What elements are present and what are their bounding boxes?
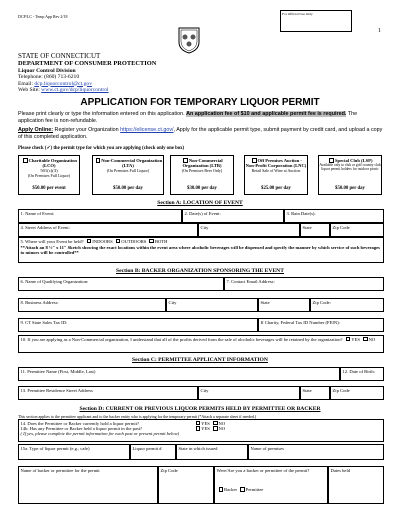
permit-lsp-checkbox[interactable] [329, 158, 334, 163]
permit-type-lnc[interactable] [244, 155, 308, 195]
dates-held-field[interactable]: Dates held [328, 466, 384, 504]
check-instruction: Please check (✓) the permit type for which you are applying (check only one box) [18, 146, 185, 151]
indoors-checkbox[interactable] [87, 239, 92, 244]
permit-type-lco[interactable] [18, 155, 80, 195]
agency-department: DEPARTMENT OF CONSUMER PROTECTION [18, 60, 157, 67]
both-checkbox[interactable] [149, 239, 154, 244]
business-zip-field[interactable]: Zip Code: [310, 298, 384, 312]
premises-zip-field[interactable]: Zip Code [158, 466, 214, 504]
business-state-field[interactable]: State [258, 298, 310, 312]
business-address-field[interactable]: 8. Business Address: [18, 298, 166, 312]
sketch-instruction: **Attach an 8 ½" x 11" Sketch showing the exact locations within the event area where alcoholic beverages will be dispensed and specify the manner by which service of such beverages to minors will be controlled** [20, 245, 380, 256]
apply-online-label: Apply Online: [18, 127, 54, 133]
agency-state: STATE OF CONNECTICUT [18, 52, 101, 60]
residence-state-field[interactable]: State [300, 386, 330, 400]
org-name-field[interactable]: 6. Name of Qualifying Organization: [18, 277, 224, 291]
permit-note: (On Premises Full Liquor) [106, 168, 150, 173]
q14b-yes-label: YES [201, 426, 210, 431]
apply-online-text: Register your Organization [54, 127, 119, 133]
intro-text [18, 111, 384, 124]
profits-yes-label: YES [351, 336, 360, 342]
official-use-box [280, 10, 352, 32]
agency-web-row [18, 87, 109, 93]
permit-price: $50.00 per event [32, 186, 66, 191]
backer-checkbox[interactable] [219, 487, 224, 492]
agency-division: Liquor Control Division [18, 67, 76, 74]
permit-note: Available only to club or golf country club liquor permit holders for outdoor picnic [319, 163, 381, 172]
event-street-field[interactable]: 4. Street Address of Event: [18, 223, 198, 237]
role-question: Were/Are you a backer or permittee of the permit? [216, 467, 310, 473]
q14-yes-label: YES [201, 420, 210, 426]
section-d-note: This section applies to the permittee applicant and to the backer entity who is applying for the temporary permit (*Attach a separate sheet if needed.) [18, 414, 257, 419]
fein-field[interactable]: If Charity, Federal Tax ID Number (FEIN): [258, 318, 384, 332]
permit-note: (On Premises Full Liquor) [27, 173, 71, 178]
premises-name-field[interactable]: Name of premises [248, 444, 384, 460]
permit-name: Special Club (LSP) [334, 158, 373, 163]
event-location-row [18, 237, 384, 263]
permit-price: $30.00 per day [187, 186, 217, 191]
date-of-birth-field[interactable]: 12. Date of Birth: [340, 367, 384, 381]
issued-state-field[interactable]: State in which issued [176, 444, 248, 460]
backer-label: Backer [224, 487, 238, 492]
sales-tax-id-field[interactable]: 9. CT State Sales Tax ID: [18, 318, 258, 332]
backer-name-field[interactable]: Name of backer or permittee for the permit [18, 466, 158, 504]
outdoors-label: OUTDOORS [121, 238, 147, 244]
apply-online-text-2: , Apply for the applicable permit type, submit payment by credit card, and upload a copy of this completed application. [18, 127, 383, 140]
fee-notice: An application fee of $10 and applicable permit fee is required. [186, 111, 347, 117]
event-state-field[interactable]: State [300, 223, 330, 237]
page-number: 1 [378, 28, 381, 34]
profits-yes-checkbox[interactable] [346, 337, 351, 342]
permit-lnc-checkbox[interactable] [252, 158, 257, 163]
official-use-label: For Official Use Only [282, 12, 313, 16]
q14-yes-checkbox[interactable] [196, 421, 201, 426]
agency-email-row [18, 81, 92, 87]
permit-ltb-checkbox[interactable] [183, 158, 188, 163]
permit-sub: 501(c)(3) [40, 168, 58, 173]
permit-name: Non-Commercial Organization (LTB) [182, 158, 223, 168]
permit-name: Charitable Organization (LCO) [28, 158, 77, 168]
residence-street-field[interactable]: 13. Permittee Residence Street Address [18, 386, 198, 400]
event-location-question [21, 239, 382, 244]
residence-zip-field[interactable]: Zip Code [330, 386, 384, 400]
permit-number-field[interactable]: Liquor permit # [130, 444, 176, 460]
permittee-label: Permittee [245, 487, 264, 492]
residence-city-field[interactable]: City [198, 386, 300, 400]
web-link[interactable]: www.ct.gov/dcp/liquorcontrol [41, 87, 109, 93]
q14b-label: 14b. Has any Permittee or Backer held a liquor permit in the past? [20, 426, 143, 431]
email-label: Email: [18, 80, 33, 87]
permit-lco-checkbox[interactable] [23, 158, 28, 163]
event-zip-field[interactable]: Zip Code [330, 223, 384, 237]
business-city-field[interactable]: City [166, 298, 258, 312]
q14b-no-label: NO [218, 426, 226, 431]
permit-type-field[interactable]: 15a. Type of liquor permit (e.g., cafe) [18, 444, 130, 460]
section-b-title: Section B: BACKER ORGANIZATION SPONSORING THE EVENT [116, 268, 284, 274]
profits-question: 10. If you are applying as a Non-Commercial organization, I understand that all of the profits derived from the sale of alcoholic beverages will be retained by the organization? [20, 336, 343, 342]
intro-line: Please print clearly or type the information entered on this application. [18, 111, 185, 117]
permit-price: $50.00 per day [335, 186, 365, 191]
permit-type-lta[interactable] [92, 155, 164, 195]
permit-type-lsp[interactable] [318, 155, 382, 195]
section-d-title: Section D: CURRENT OR PREVIOUS LIQUOR PERMITS HELD BY PERMITTEE OR BACKER [79, 406, 321, 412]
permit-type-ltb[interactable] [170, 155, 234, 195]
contact-email-field[interactable]: 7. Contact Email Address: [224, 277, 384, 291]
section-c-title: Section C: PERMITTEE APPLICANT INFORMATION [132, 357, 268, 363]
permit-lta-checkbox[interactable] [96, 158, 101, 163]
form-code: DCP/LC - Temp App Rev 2/18 [18, 14, 68, 19]
permittee-name-field[interactable]: 11. Permittee Name (First, Middle, Last) [18, 367, 340, 381]
state-seal-icon [176, 26, 202, 59]
event-name-field[interactable]: 1. Name of Event: [18, 209, 182, 223]
permittee-checkbox[interactable] [240, 487, 245, 492]
backer-or-permittee-field [214, 466, 328, 504]
profits-no-checkbox[interactable] [363, 337, 368, 342]
noncommercial-profits-row [18, 335, 384, 353]
permit-name: Non-Commercial Organization (LTA) [101, 158, 163, 168]
nonrefund-notice: The application fee is non-refundable. [18, 111, 358, 124]
page-title: APPLICATION FOR TEMPORARY LIQUOR PERMIT [80, 97, 320, 108]
apply-online [18, 127, 384, 140]
q14b-yes-checkbox[interactable] [196, 426, 201, 431]
profits-no-label: NO [368, 336, 376, 342]
permit-price: $25.00 per day [261, 186, 291, 191]
agency-telephone: Telephone: (860) 713-6210 [18, 74, 80, 80]
q14-no-checkbox[interactable] [213, 421, 218, 426]
permit-note: (On Premises Beer Only) [181, 168, 223, 173]
event-city-field[interactable]: City [198, 223, 300, 237]
permit-note: Retail Sale of Wine at Auction [251, 168, 301, 173]
event-dates-field[interactable]: 2. Date(s) of Event: [182, 209, 284, 223]
q14b-no-checkbox[interactable] [213, 426, 218, 431]
permit-price: $50.00 per day [113, 186, 143, 191]
indoors-label: INDOORS [92, 238, 113, 244]
q14-no-label: NO [218, 420, 226, 426]
q14c-instruction: ( If yes, please complete the permit information for each past or present permit below) [20, 431, 180, 437]
elicense-link[interactable]: https://elicense.ct.gov/ [120, 127, 174, 133]
permit-name: Off Premises Auction - Non-Profit Corporation (LNC) [245, 158, 307, 168]
section-a-title: Section A: LOCATION OF EVENT [157, 200, 243, 206]
outdoors-checkbox[interactable] [116, 239, 121, 244]
both-label: BOTH [154, 238, 168, 244]
permit-history-questions [18, 419, 384, 442]
rain-dates-field[interactable]: 3. Rain Date(s): [284, 209, 384, 223]
web-label: Web Site: [18, 87, 40, 93]
location-question-label: 5. Where will your Event be held? [20, 238, 84, 244]
email-link[interactable]: dcp.liquorcontrol@ct.gov [34, 80, 92, 87]
q14-label: 14. Does the Permittee or Backer currently hold a liquor permit? [20, 420, 140, 426]
